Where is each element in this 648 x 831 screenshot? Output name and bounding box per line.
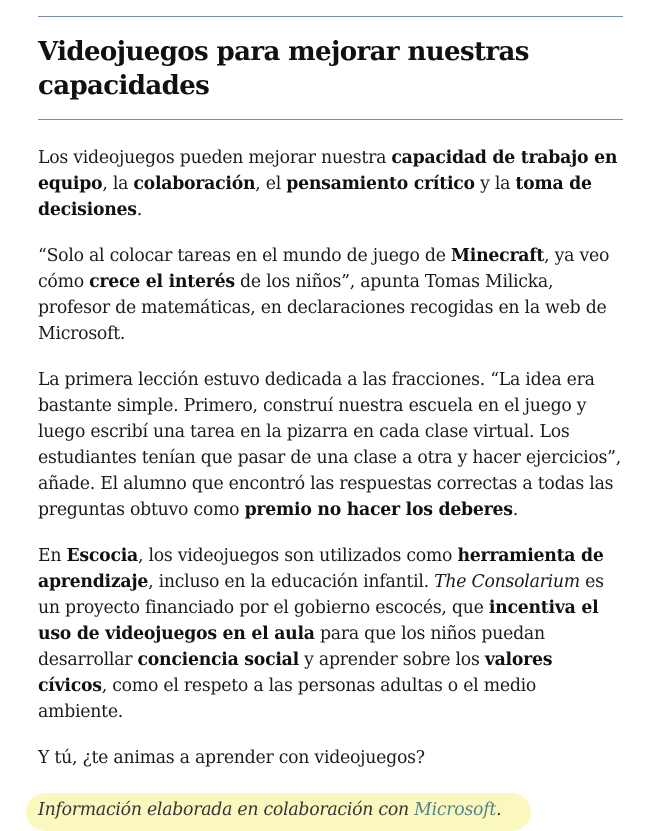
- paragraph-minecraft-quote: “Solo al colocar tareas en el mundo de juego de Minecraft, ya veo cómo crece el interés de los niños”, apunta Tomas Milicka, profesor de matemáticas, en declaraciones recogidas en la web de Microsoft.: [38, 246, 610, 344]
- title-divider: [38, 119, 623, 120]
- article: [38, 16, 623, 831]
- paragraph-teamwork: Los videojuegos pueden mejorar nuestra capacidad de trabajo en equipo, la colaboración, el pensamiento crítico y la toma de decisiones.: [38, 148, 618, 220]
- section-title: Videojuegos para mejorar nuestras capacidades: [38, 37, 529, 101]
- microsoft-link[interactable]: Microsoft: [414, 800, 497, 820]
- article-body: [38, 145, 623, 831]
- paragraph-scotland: En Escocia, los videojuegos son utilizados como herramienta de aprendizaje, incluso en la educación infantil. The Consolarium es un proyecto financiado por el gobierno escocés, que incentiva el uso de videojuegos en el aula para que los niños puedan desarrollar conciencia social y aprender sobre los valores cívicos, como el respeto a las personas adultas o el medio ambiente.: [38, 546, 604, 722]
- top-divider: [38, 16, 623, 17]
- paragraph-first-lesson: La primera lección estuvo dedicada a las fracciones. “La idea era bastante simple. Primero, construí nuestra escuela en el juego y luego escribí una tarea en la pizarra en cada clase virtual. Los estudiantes tenían que pasar de una clase a otra y hacer ejercicios”, añade. El alumno que encontró las respuestas correctas a todas las preguntas obtuvo como premio no hacer los deberes.: [38, 370, 622, 520]
- paragraph-closing-question: Y tú, ¿te animas a aprender con videojuegos?: [38, 748, 425, 768]
- sponsor-note: Información elaborada en colaboración con Microsoft.: [26, 793, 531, 831]
